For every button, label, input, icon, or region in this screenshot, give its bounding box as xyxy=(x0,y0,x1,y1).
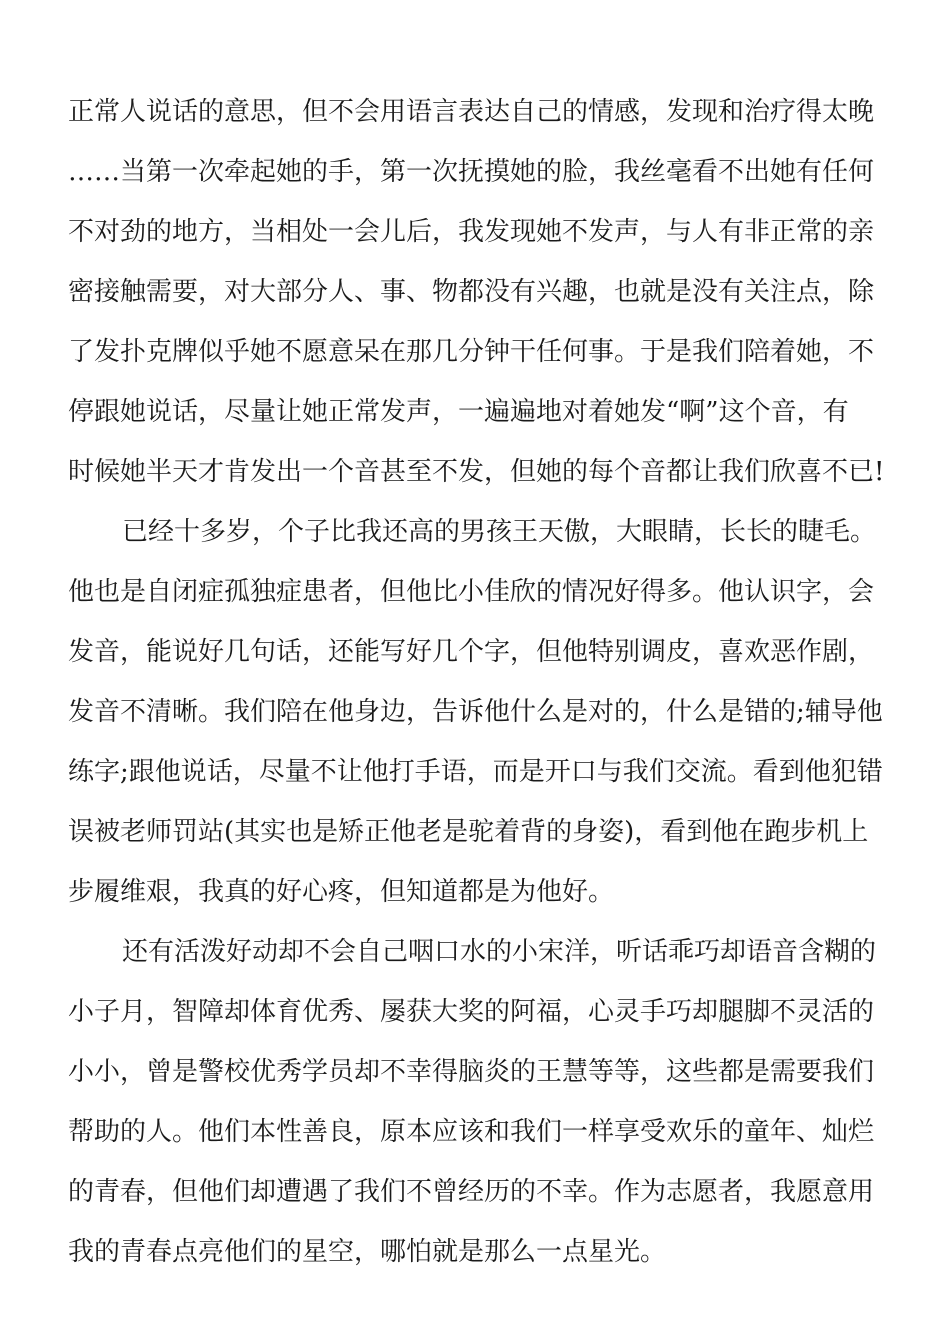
text-line: 时候她半天才肯发出一个音甚至不发，但她的每个音都让我们欣喜不已! xyxy=(68,457,885,487)
text-line: 发音不清晰。我们陪在他身边，告诉他什么是对的，什么是错的;辅导他 xyxy=(68,697,883,727)
text-line: 他也是自闭症孤独症患者，但他比小佳欣的情况好得多。他认识字，会 xyxy=(68,577,875,607)
text-line: 误被老师罚站(其实也是矫正他老是驼着背的身姿)，看到他在跑步机上 xyxy=(68,817,869,847)
text-line: 停跟她说话，尽量让她正常发声，一遍遍地对着她发“啊”这个音，有 xyxy=(68,397,849,427)
text-line: ……当第一次牵起她的手，第一次抚摸她的脸，我丝毫看不出她有任何 xyxy=(68,157,875,187)
text-line: 了发扑克牌似乎她不愿意呆在那几分钟干任何事。于是我们陪着她，不 xyxy=(68,337,875,367)
text-line: 的青春，但他们却遭遇了我们不曾经历的不幸。作为志愿者，我愿意用 xyxy=(68,1177,875,1207)
text-line: 帮助的人。他们本性善良，原本应该和我们一样享受欢乐的童年、灿烂 xyxy=(68,1117,875,1147)
text-line: 小子月，智障却体育优秀、屡获大奖的阿福，心灵手巧却腿脚不灵活的 xyxy=(68,997,875,1027)
paragraph-first-line: 已经十多岁，个子比我还高的男孩王天傲，大眼睛，长长的睫毛。 xyxy=(122,517,877,547)
text-line: 不对劲的地方，当相处一会儿后，我发现她不发声，与人有非正常的亲 xyxy=(68,217,875,247)
text-line: 正常人说话的意思，但不会用语言表达自己的情感，发现和治疗得太晚 xyxy=(68,97,875,127)
text-line: 练字;跟他说话，尽量不让他打手语，而是开口与我们交流。看到他犯错 xyxy=(68,757,883,787)
text-line: 小小，曾是警校优秀学员却不幸得脑炎的王慧等等，这些都是需要我们 xyxy=(68,1057,875,1087)
text-line: 我的青春点亮他们的星空，哪怕就是那么一点星光。 xyxy=(68,1237,667,1267)
paragraph-first-line: 还有活泼好动却不会自己咽口水的小宋洋，听话乖巧却语音含糊的 xyxy=(122,937,877,967)
text-line: 密接触需要，对大部分人、事、物都没有兴趣，也就是没有关注点，除 xyxy=(68,277,875,307)
text-line: 步履维艰，我真的好心疼，但知道都是为他好。 xyxy=(68,877,615,907)
text-line: 发音，能说好几句话，还能写好几个字，但他特别调皮，喜欢恶作剧， xyxy=(68,637,875,667)
